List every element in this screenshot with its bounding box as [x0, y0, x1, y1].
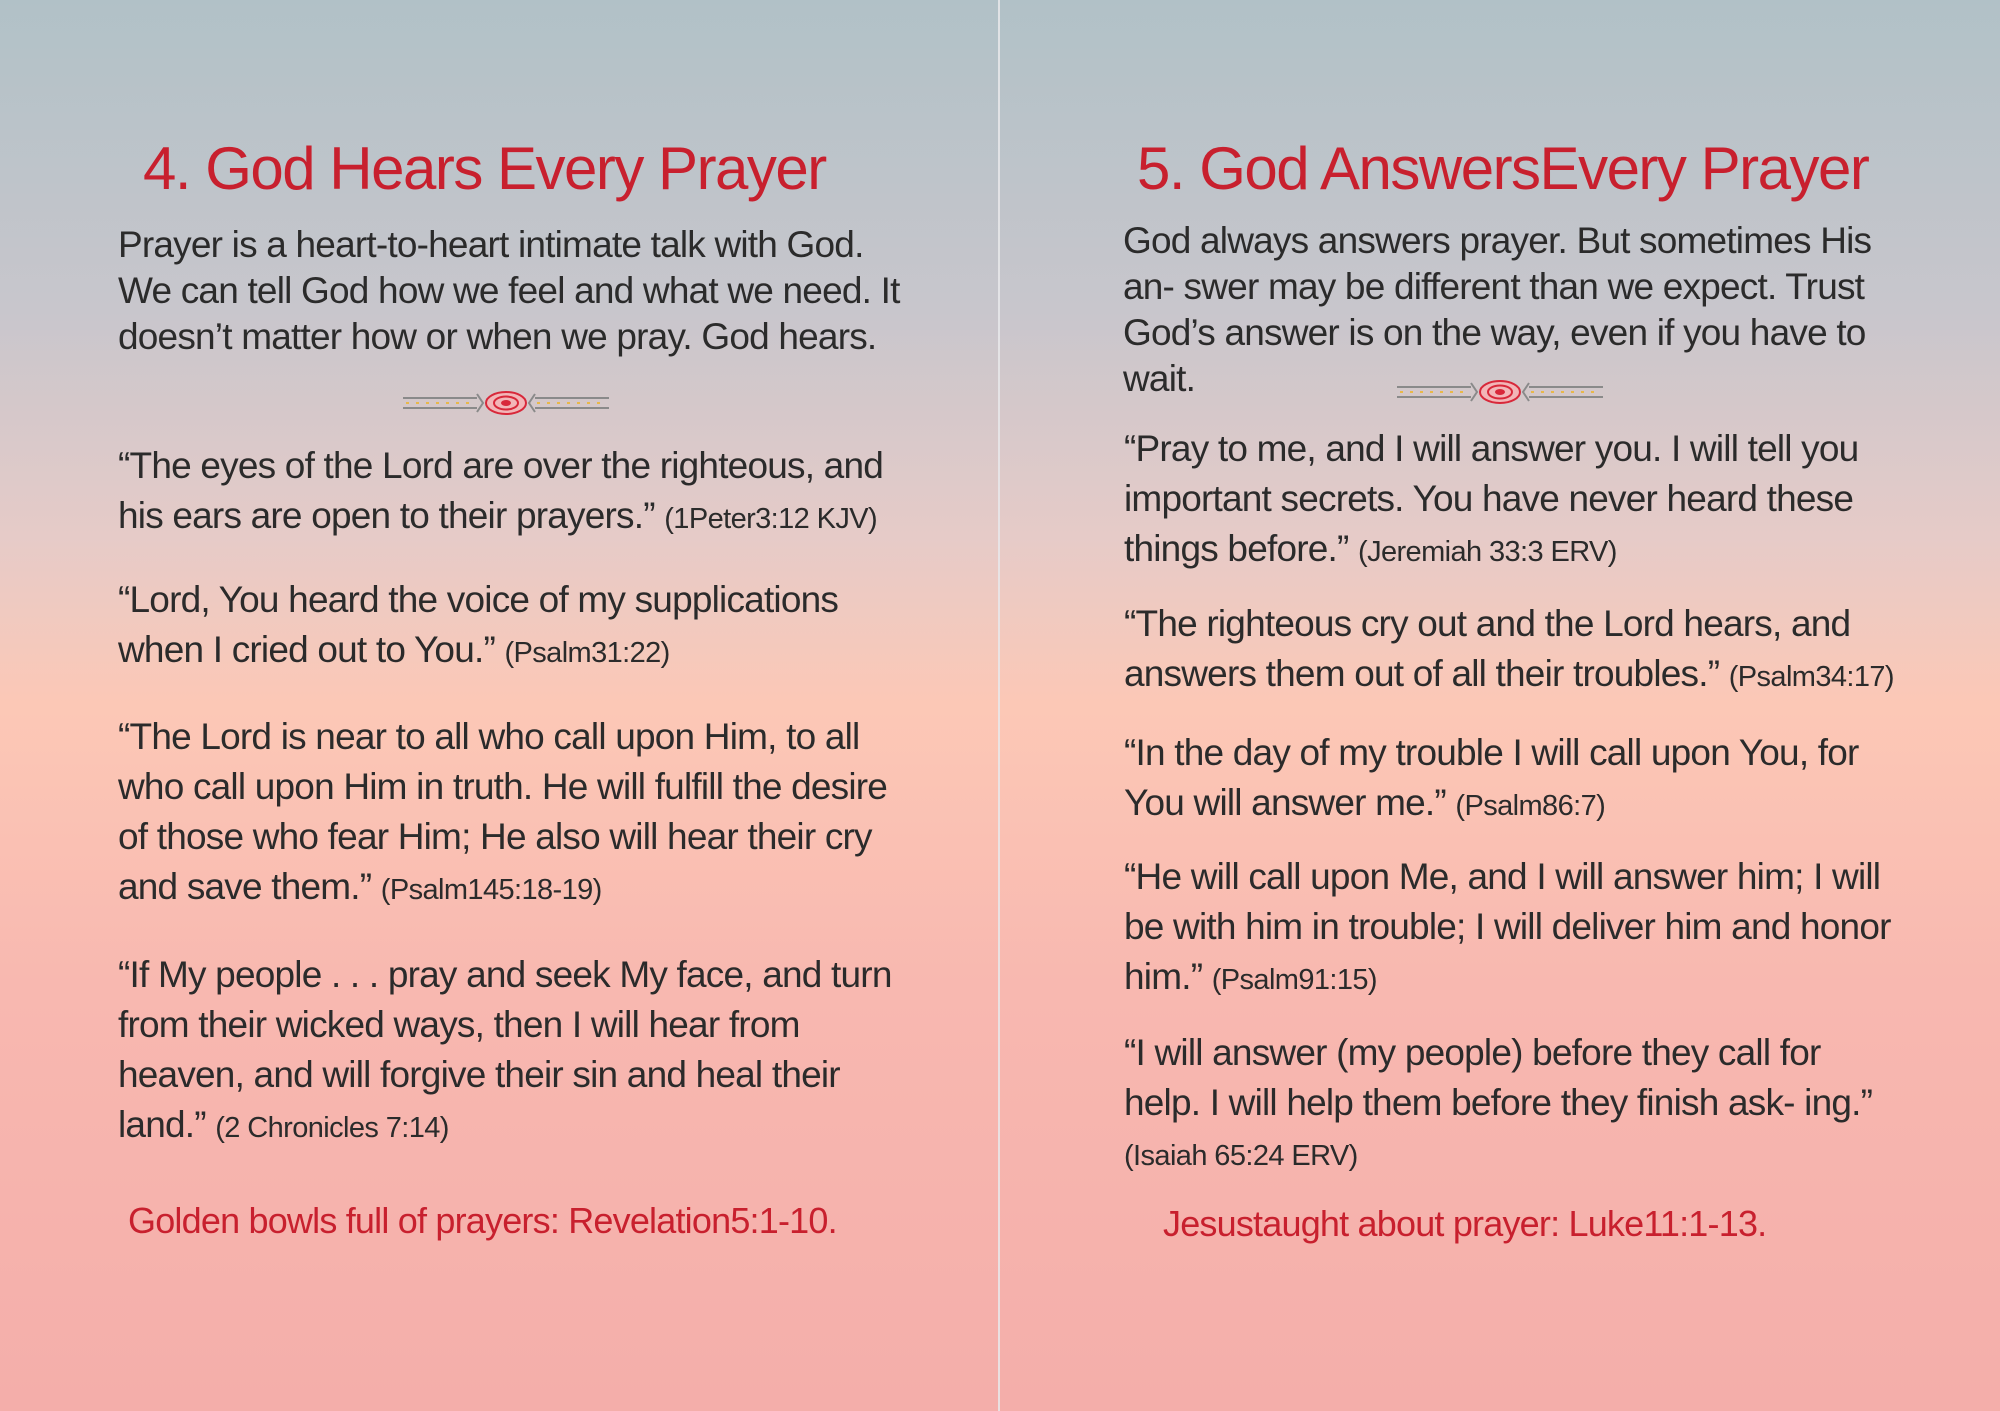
swirl-ornament-icon — [1397, 377, 1603, 407]
verse-2 — [1124, 599, 1914, 702]
page-title: 4. God Hears Every Prayer — [143, 135, 826, 202]
verse-reference: (Jeremiah 33:3 ERV) — [1358, 536, 1617, 568]
verse-text: “The eyes of the Lord are over the righteous, and his ears are open to their prayers.” — [118, 445, 884, 536]
verse-text: “If My people . . . pray and seek My face, and turn from their wicked ways, then I will hear from heaven, and will forgive their sin and heal their land.” — [118, 954, 892, 1145]
verse-4 — [118, 950, 898, 1153]
verse-text: “In the day of my trouble I will call upon You, for You will answer me.” — [1124, 732, 1859, 823]
verse-text: “Pray to me, and I will answer you. I will tell you important secrets. You have never heard these things before.” — [1124, 428, 1859, 569]
verse-reference: (Psalm86:7) — [1455, 790, 1606, 822]
verse-reference: (Psalm31:22) — [504, 637, 670, 669]
verse-text: “He will call upon Me, and I will answer him; I will be with him in trouble; I will deliver him and honor him.” — [1124, 856, 1891, 997]
verse-1 — [118, 441, 918, 544]
verse-reference: (Isaiah 65:24 ERV) — [1124, 1140, 1358, 1172]
verse-1 — [1124, 424, 1894, 577]
intro-paragraph: Prayer is a heart-to-heart intimate talk with God. We can tell God how we feel and what we need. It doesn’t matter how or when we pray. God hears. — [118, 224, 900, 357]
verse-5 — [1124, 1028, 1894, 1181]
page-title: 5. God AnswersEvery Prayer — [1137, 135, 1869, 202]
verse-text: “The righteous cry out and the Lord hears, and answers them out of all their troubles.” — [1124, 603, 1851, 694]
verse-text: “I will answer (my people) before they call for help. I will help them before they finish ask- ing.” — [1124, 1032, 1873, 1123]
intro-paragraph: God always answers prayer. But sometimes His an- swer may be different than we expect. Trust God’s answer is on the way, even if you have to wait. — [1123, 220, 1872, 399]
verse-reference: (Psalm145:18-19) — [380, 874, 602, 906]
verse-4 — [1124, 852, 1914, 1005]
verse-reference: (Psalm34:17) — [1728, 661, 1894, 693]
verse-reference: (Psalm91:15) — [1211, 964, 1377, 996]
verse-3 — [118, 712, 898, 915]
verse-text: “Lord, You heard the voice of my supplications when I cried out to You.” — [118, 579, 839, 670]
swirl-ornament-icon — [403, 388, 609, 418]
verse-text: “The Lord is near to all who call upon Him, to all who call upon Him in truth. He will fulfill the desire of those who fear Him; He also will hear their cry and save them.” — [118, 716, 888, 907]
right-page — [1000, 0, 2000, 1411]
footer-reference: Golden bowls full of prayers: Revelation5:1-10. — [128, 1200, 837, 1241]
left-page — [0, 0, 998, 1411]
footer-reference: Jesustaught about prayer: Luke11:1-13. — [1163, 1203, 1767, 1244]
verse-2 — [118, 575, 898, 678]
verse-3 — [1124, 728, 1914, 831]
verse-reference: (1Peter3:12 KJV) — [664, 503, 878, 535]
verse-reference: (2 Chronicles 7:14) — [215, 1112, 449, 1144]
